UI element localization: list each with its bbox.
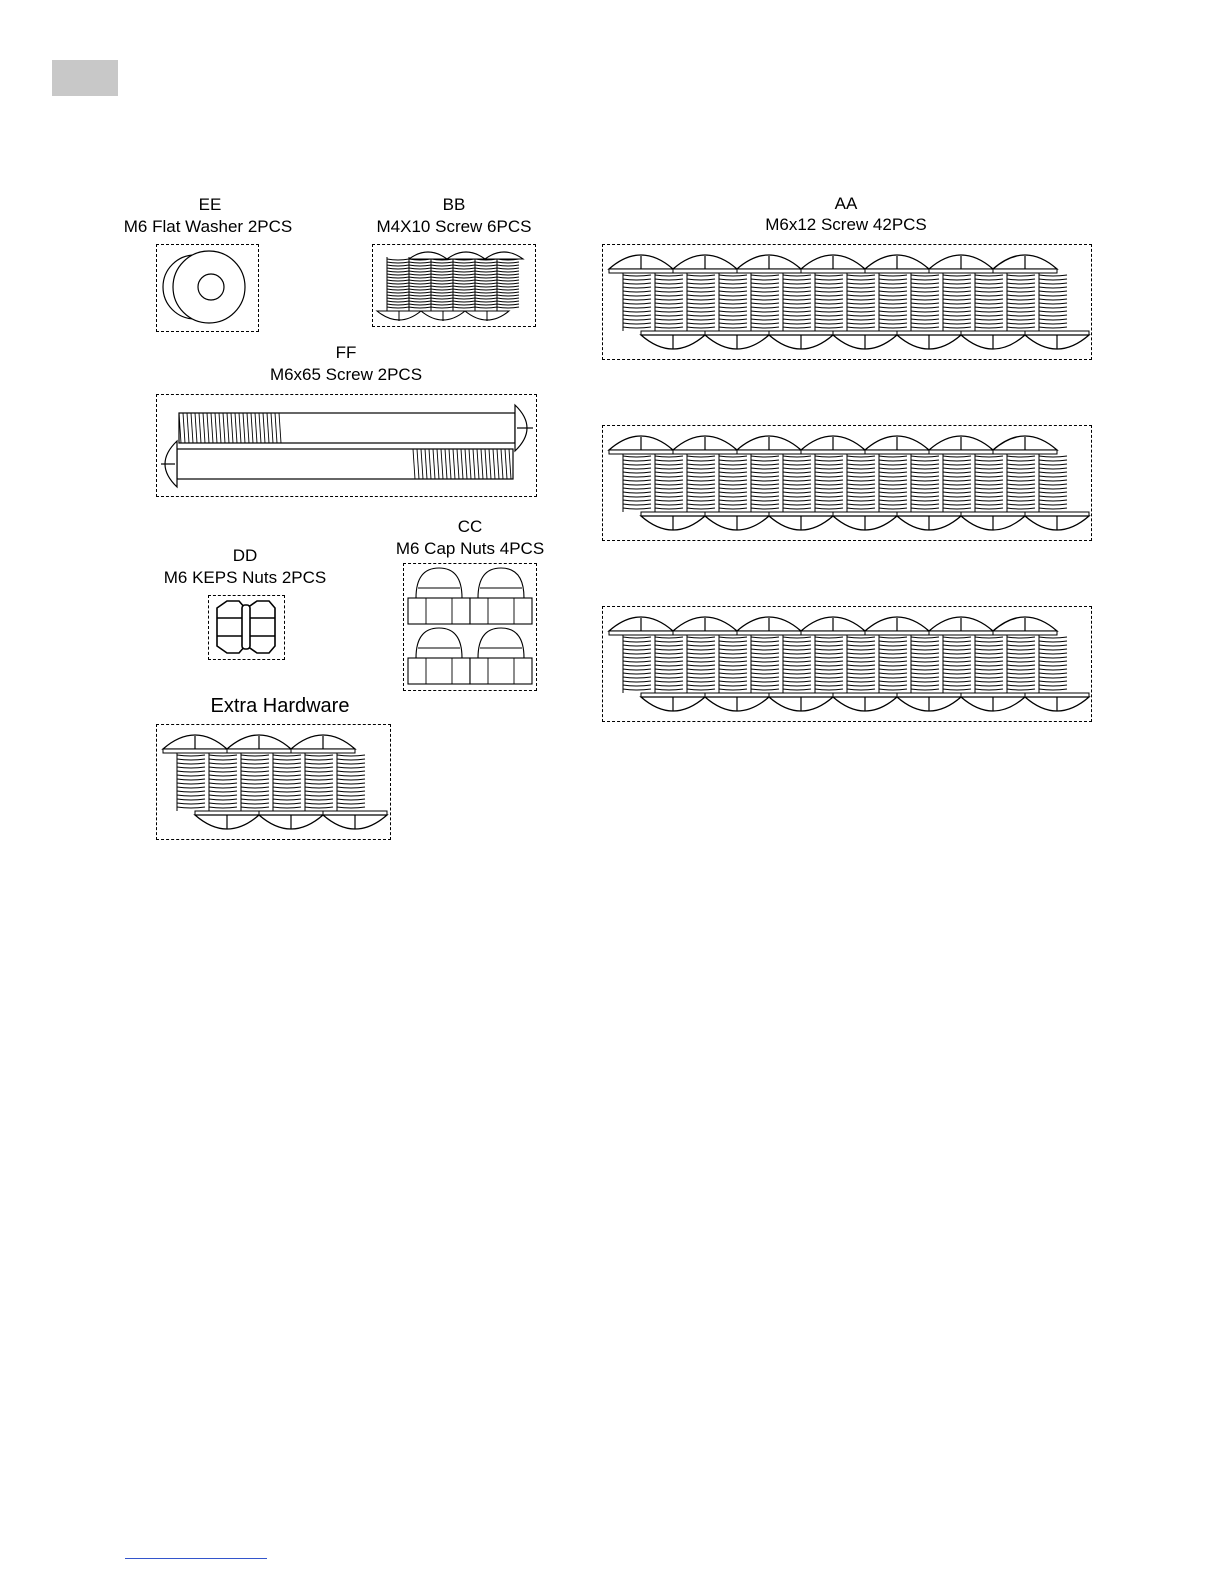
part-bb-desc: M4X10 Screw 6PCS <box>376 217 532 236</box>
part-ee-box <box>156 244 259 332</box>
extra-hardware-title: Extra Hardware <box>210 695 350 717</box>
footer-link-line <box>125 1558 267 1559</box>
part-ff-box <box>156 394 537 497</box>
part-dd-desc: M6 KEPS Nuts 2PCS <box>163 568 327 587</box>
screw-row-icon <box>603 607 1091 721</box>
screw-row-icon <box>603 426 1091 540</box>
part-bb-box <box>372 244 536 327</box>
page-number-tab <box>52 60 118 96</box>
part-cc-desc: M6 Cap Nuts 4PCS <box>395 539 545 558</box>
extra-hardware-box <box>156 724 391 840</box>
part-dd-code: DD <box>232 546 258 565</box>
screw-row-icon <box>157 725 390 839</box>
part-dd-box <box>208 595 285 660</box>
keps-nut-icon <box>209 596 284 659</box>
part-aa-code: AA <box>834 194 858 213</box>
long-screw-icon <box>157 395 536 496</box>
small-screw-icon <box>373 245 535 326</box>
part-ff-desc: M6x65 Screw 2PCS <box>269 365 423 384</box>
part-aa-box-2 <box>602 425 1092 541</box>
part-aa-box-3 <box>602 606 1092 722</box>
part-cc-box <box>403 563 537 691</box>
part-ff-code: FF <box>335 343 357 362</box>
part-ee-desc: M6 Flat Washer 2PCS <box>123 217 293 236</box>
cap-nut-icon <box>404 564 536 690</box>
part-aa-box-1 <box>602 244 1092 360</box>
part-aa-desc: M6x12 Screw 42PCS <box>765 215 927 234</box>
part-ee-code: EE <box>198 195 222 214</box>
screw-row-icon <box>603 245 1091 359</box>
part-cc-code: CC <box>457 517 483 536</box>
part-bb-code: BB <box>442 195 466 214</box>
flat-washer-icon <box>157 245 257 330</box>
